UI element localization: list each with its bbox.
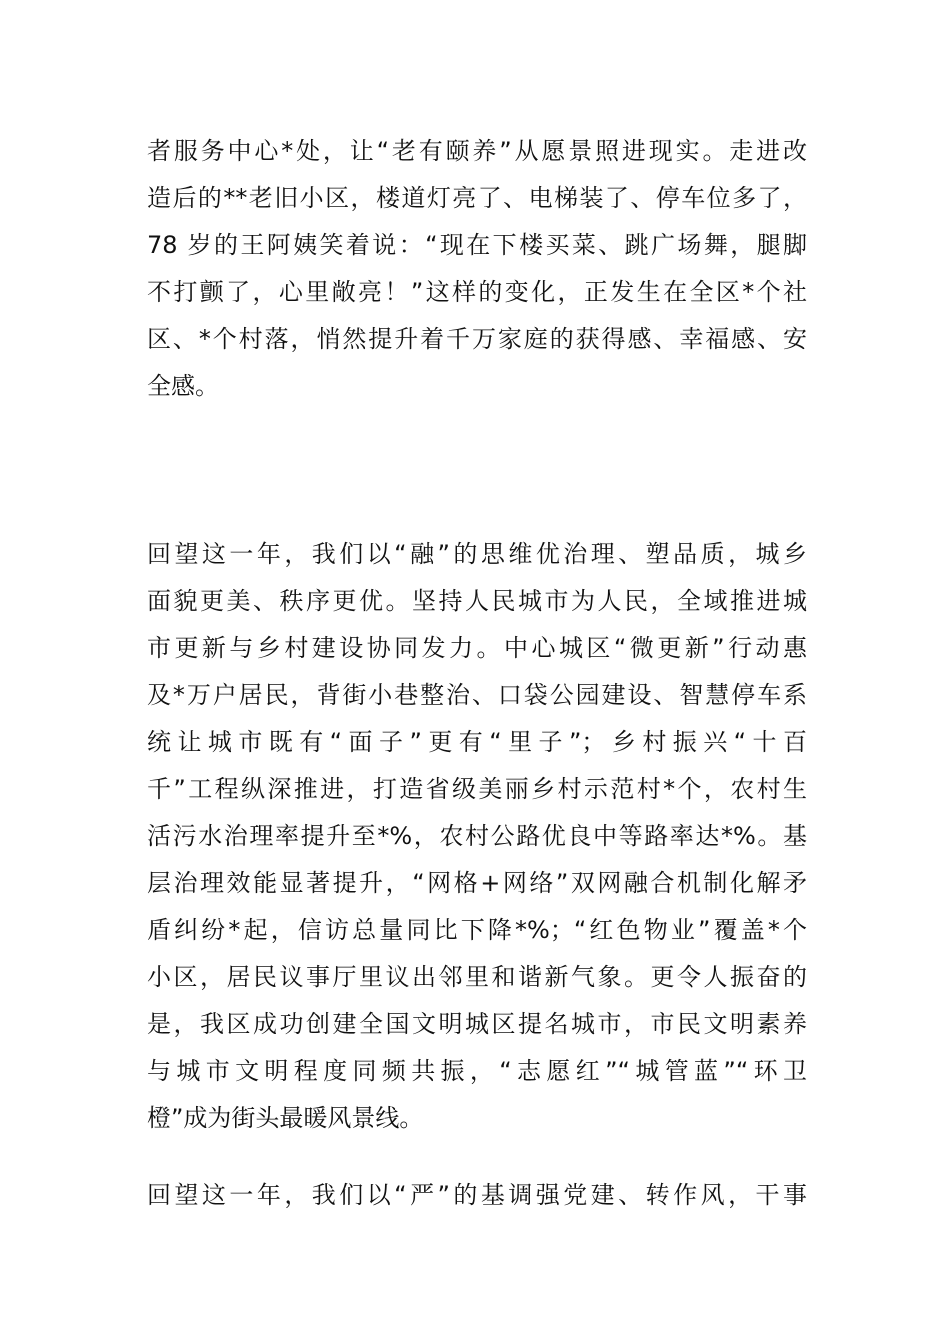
text-line: 造后的**老旧小区，楼道灯亮了、电梯装了、停车位多了， [147,184,807,212]
text-line: 区、*个村落，悄然提升着千万家庭的获得感、幸福感、安 [147,325,807,353]
text-line: 面貌更美、秩序更优。坚持人民城市为人民，全域推进城 [147,587,807,615]
text-line: 活污水治理率提升至*%，农村公路优良中等路率达*%。基 [147,822,807,850]
text-line: 78 岁的王阿姨笑着说：“现在下楼买菜、跳广场舞，腿脚 [147,231,807,259]
paragraph-2 [147,531,807,1142]
text-line: 与城市文明程度同频共振，“志愿红”“城管蓝”“环卫 [147,1057,807,1085]
text-line: 市更新与乡村建设协同发力。中心城区“微更新”行动惠 [147,634,807,662]
text-line: 盾纠纷*起，信访总量同比下降*%；“红色物业”覆盖*个 [147,916,807,944]
text-line: 千”工程纵深推进，打造省级美丽乡村示范村*个，农村生 [147,775,807,803]
text-line: 橙”成为街头最暖风景线。 [147,1104,424,1132]
text-line: 层治理效能显著提升，“网格+网络”双网融合机制化解矛 [147,869,807,897]
text-line: 是，我区成功创建全国文明城区提名城市，市民文明素养 [147,1010,807,1038]
text-line: 小区，居民议事厅里议出邻里和谐新气象。更令人振奋的 [147,963,807,991]
paragraph-1 [147,128,807,410]
text-line: 统让城市既有“面子”更有“里子”；乡村振兴“十百 [147,728,807,756]
text-line: 回望这一年，我们以“严”的基调强党建、转作风，干事 [147,1181,807,1209]
text-line: 不打颤了，心里敞亮！”这样的变化，正发生在全区*个社 [147,278,807,306]
paragraph-3 [147,1172,807,1219]
text-line: 者服务中心*处，让“老有颐养”从愿景照进现实。走进改 [147,137,807,165]
text-line: 及*万户居民，背街小巷整治、口袋公园建设、智慧停车系 [147,681,807,709]
text-line: 全感。 [147,372,219,400]
text-line: 回望这一年，我们以“融”的思维优治理、塑品质，城乡 [147,540,807,568]
